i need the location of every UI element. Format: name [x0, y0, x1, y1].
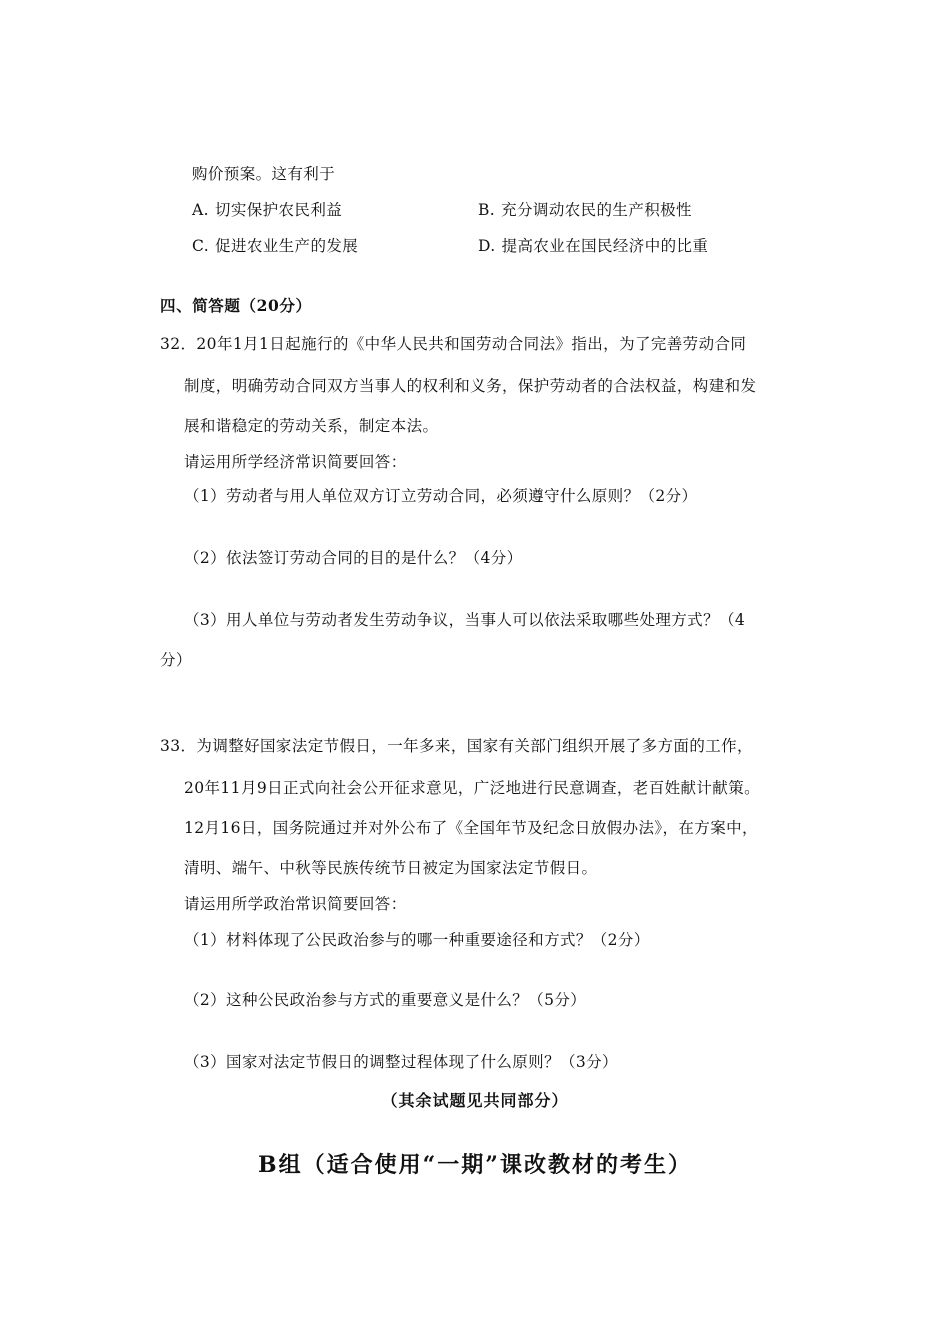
q33-line: 20年11月9日正式向社会公开征求意见，广泛地进行民意调查，老百姓献计献策。: [184, 779, 761, 797]
q33-line: 33．为调整好国家法定节假日，一年多来，国家有关部门组织开展了多方面的工作，: [160, 737, 753, 755]
q32-line: 制度，明确劳动合同双方当事人的权利和义务，保护劳动者的合法权益，构建和发: [184, 377, 757, 395]
option-text: 促进农业生产的发展: [215, 237, 359, 255]
q32-sub-question-cont: 分）: [160, 651, 192, 669]
q31-option-b: [478, 200, 692, 220]
group-b-title: B组（适合使用“一期”课改教材的考生）: [258, 1152, 692, 1178]
q32-sub-question: （3）用人单位与劳动者发生劳动争议，当事人可以依法采取哪些处理方式？（4: [184, 611, 746, 629]
option-text: 充分调动农民的生产积极性: [501, 201, 692, 219]
q31-option-a: [192, 200, 342, 220]
option-text: 切实保护农民利益: [214, 201, 343, 219]
q33-sub-question: （3）国家对法定节假日的调整过程体现了什么原则？（3分）: [184, 1053, 618, 1071]
q32-prompt: 请运用所学经济常识简要回答：: [184, 453, 407, 471]
q33-sub-question: （1）材料体现了公民政治参与的哪一种重要途径和方式？（2分）: [184, 931, 650, 949]
q31-option-c: [192, 236, 358, 256]
q33-sub-question: （2）这种公民政治参与方式的重要意义是什么？（5分）: [184, 991, 587, 1009]
q32-line: 32．20年1月1日起施行的《中华人民共和国劳动合同法》指出，为了完善劳动合同: [160, 335, 747, 353]
q33-prompt: 请运用所学政治常识简要回答：: [184, 895, 407, 913]
q31-option-d: [478, 236, 708, 256]
option-letter: C.: [192, 237, 210, 255]
q32-sub-question: （2）依法签订劳动合同的目的是什么？（4分）: [184, 549, 523, 567]
option-text: 提高农业在国民经济中的比重: [501, 237, 709, 255]
option-letter: D.: [478, 237, 496, 255]
remaining-questions-note: （其余试题见共同部分）: [381, 1091, 569, 1110]
q32-line: 展和谐稳定的劳动关系，制定本法。: [184, 417, 439, 435]
q31-stem-end: 购价预案。这有利于: [192, 165, 336, 183]
option-letter: A.: [192, 201, 209, 219]
q33-line: 12月16日，国务院通过并对外公布了《全国年节及纪念日放假办法》，在方案中，: [184, 819, 758, 837]
option-letter: B.: [478, 201, 496, 219]
q32-sub-question: （1）劳动者与用人单位双方订立劳动合同，必须遵守什么原则？（2分）: [184, 487, 698, 505]
section-heading: 四、简答题（20分）: [160, 296, 312, 315]
q33-line: 清明、端午、中秋等民族传统节日被定为国家法定节假日。: [184, 859, 598, 877]
